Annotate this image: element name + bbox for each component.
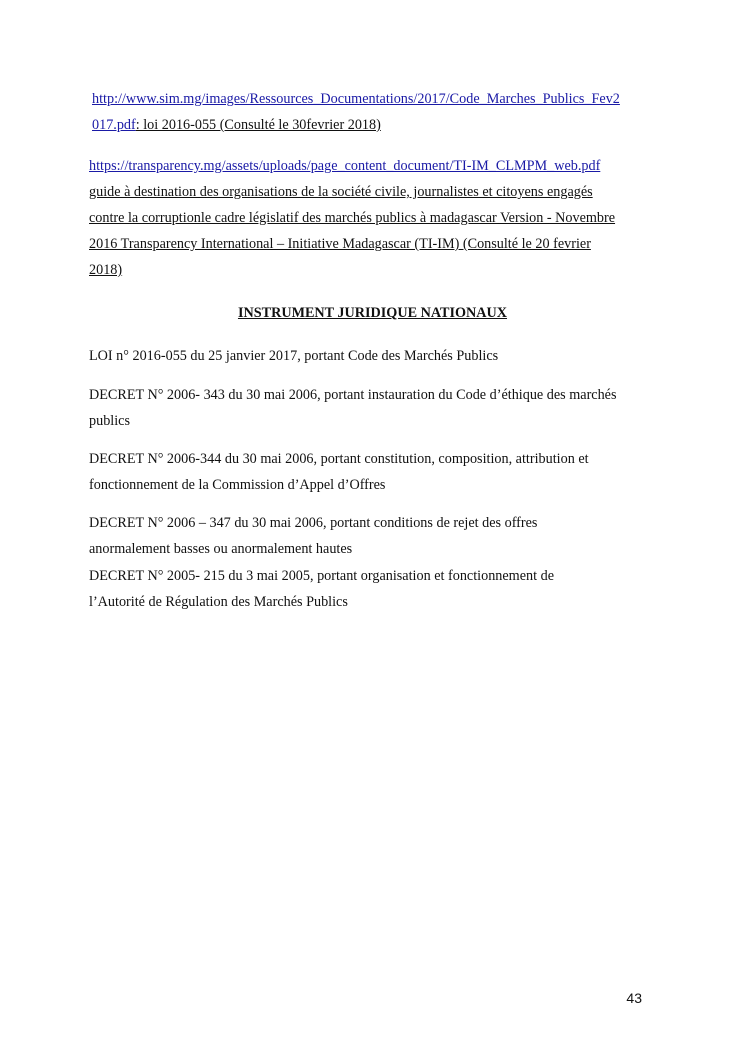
entry-line: DECRET N° 2006-344 du 30 mai 2006, portant constitution, composition, attribution et <box>89 451 589 467</box>
entry-line: publics <box>89 413 130 429</box>
legal-entry-loi-2016-055 <box>89 343 659 369</box>
legal-entry-decret-2006-343 <box>89 382 659 434</box>
reference-link-transparency[interactable]: https://transparency.mg/assets/uploads/page_content_document/TI-IM_CLMPM_web.pdf <box>89 158 601 174</box>
legal-entry-decret-2006-347 <box>89 510 659 562</box>
reference-line: 2018) <box>89 262 123 278</box>
reference-line <box>92 86 662 112</box>
section-heading-text: INSTRUMENT JURIDIQUE NATIONAUX <box>237 305 508 321</box>
reference-line: guide à destination des organisations de la société civile, journalistes et citoyens engagés <box>89 184 593 200</box>
entry-line: l’Autorité de Régulation des Marchés Publics <box>89 594 348 610</box>
entry-line: DECRET N° 2005‐ 215 du 3 mai 2005, portant organisation et fonctionnement de <box>89 568 554 584</box>
reference-link-sim-mg-part1[interactable]: http://www.sim.mg/images/Ressources_Documentations/2017/Code_Marches_Publics_Fev2 <box>92 91 620 107</box>
legal-entry-decret-2006-344 <box>89 446 659 498</box>
entry-line: fonctionnement de la Commission d’Appel d’Offres <box>89 477 386 493</box>
reference-line <box>89 153 659 179</box>
page-number: 43 <box>626 990 642 1006</box>
legal-entry-decret-2005-215 <box>89 563 659 615</box>
entry-line: LOI n° 2016-055 du 25 janvier 2017, portant Code des Marchés Publics <box>89 348 499 364</box>
reference-link-sim-mg-part2[interactable]: 017.pdf <box>92 117 136 133</box>
reference-sim-mg <box>92 86 662 138</box>
entry-line: DECRET N° 2006 – 347 du 30 mai 2006, portant conditions de rejet des offres <box>89 515 538 531</box>
reference-text: : loi 2016-055 (Consulté le 30fevrier 2018) <box>135 117 381 133</box>
reference-line: contre la corruptionle cadre législatif des marchés publics à madagascar Version - Novembre <box>89 210 616 226</box>
entry-line: anormalement basses ou anormalement hautes <box>89 541 353 557</box>
reference-line <box>92 112 662 138</box>
section-heading <box>0 303 745 323</box>
reference-transparency <box>89 153 659 283</box>
entry-line: DECRET N° 2006- 343 du 30 mai 2006, portant instauration du Code d’éthique des marchés <box>89 387 617 403</box>
reference-line: 2016 Transparency International – Initiative Madagascar (TI-IM) (Consulté le 20 fevrier <box>89 236 591 252</box>
